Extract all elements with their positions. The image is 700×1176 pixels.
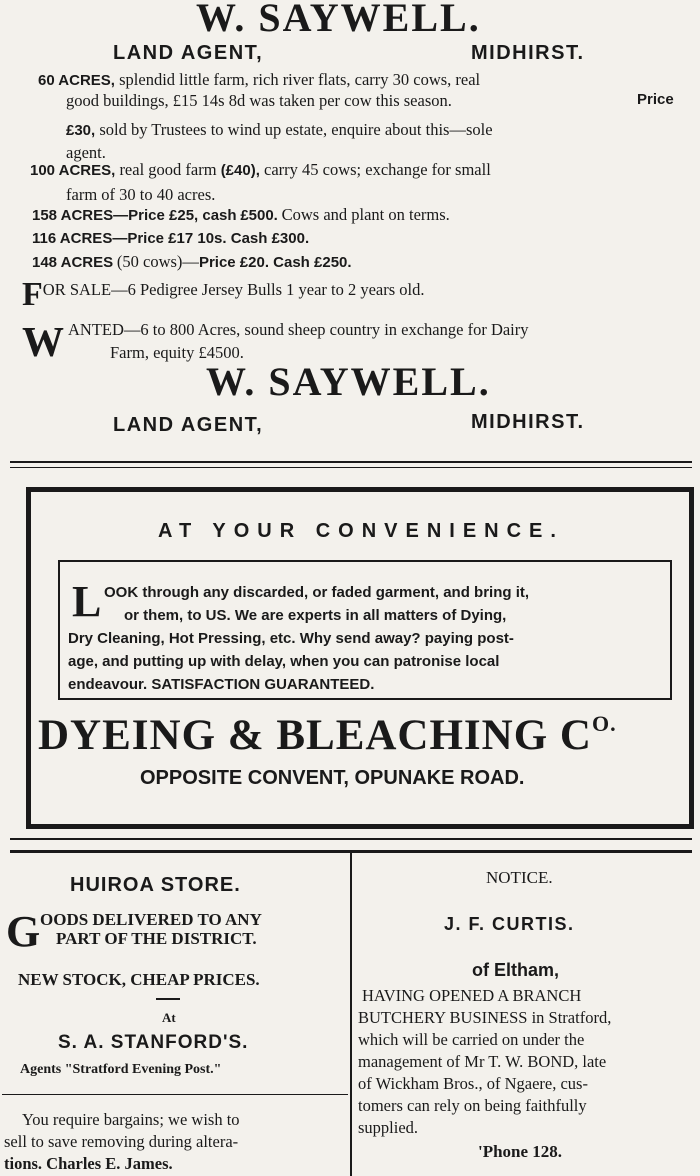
for-sale-label: OR SALE (42, 280, 112, 299)
notice-line4: management of Mr T. W. BOND, late (358, 1052, 607, 1071)
notice-line3: which will be carried on under the (358, 1030, 585, 1049)
listing-116-acres: 116 ACRES—Price £17 10s. Cash £300. (32, 230, 310, 247)
land-agent-bottom: LAND AGENT, (113, 414, 264, 436)
listing-158-acres-label: 158 ACRES—Price £25, cash (32, 207, 237, 224)
price-value: Price £20. Cash £250. (198, 254, 352, 271)
huiroa-new-stock: NEW STOCK, CHEAP PRICES. (18, 970, 260, 989)
listing-60-acres-line2 (66, 91, 452, 111)
column-rule (10, 467, 692, 468)
company-name-superscript: O. (591, 711, 617, 736)
box-border-left (26, 487, 31, 829)
price-value: (£40), (220, 162, 260, 179)
inner-border-left (58, 560, 60, 700)
listing-text: real good farm (119, 160, 217, 179)
listing-148-acres (32, 252, 352, 272)
listing-60-acres-line4: agent. (66, 143, 106, 162)
wanted-line2: Farm, equity £4500. (110, 343, 244, 362)
huiroa-goods-line2: PART OF THE DISTRICT. (56, 929, 257, 948)
listing-100-acres-label: 100 ACRES, (30, 162, 116, 179)
land-agent-top: LAND AGENT, (113, 42, 264, 64)
box-border-top (26, 487, 694, 492)
james-line3: tions. Charles E. James. (4, 1154, 173, 1173)
price-value: £30, (66, 122, 96, 139)
huiroa-at: At (162, 1010, 176, 1025)
midhirst-bottom: MIDHIRST. (471, 411, 585, 433)
drop-cap: W (22, 320, 64, 366)
listing-60-acres-line3 (66, 120, 493, 140)
company-name-text: DYEING & BLEACHING C (38, 712, 592, 759)
notice-line2: BUTCHERY BUSINESS in Stratford, (358, 1008, 612, 1027)
dyeing-address: OPPOSITE CONVENT, OPUNAKE ROAD. (140, 767, 525, 789)
box-border-right (689, 487, 694, 829)
box-border-bottom (26, 824, 694, 829)
huiroa-title: HUIROA STORE. (70, 874, 241, 896)
dyeing-company-name (38, 711, 617, 760)
column-divider (350, 853, 352, 1176)
column-rule (2, 1094, 348, 1095)
notice-heading: NOTICE. (486, 868, 553, 887)
huiroa-agents: Agents "Stratford Evening Post." (20, 1062, 222, 1077)
saywell-title-top: W. SAYWELL. (196, 0, 481, 40)
notice-line1: HAVING OPENED A BRANCH (362, 986, 582, 1005)
james-line2: sell to save removing during altera- (4, 1132, 239, 1151)
inner-border-top (58, 560, 672, 562)
listing-100-acres-line1 (30, 160, 491, 180)
for-sale-line (22, 278, 425, 312)
dyeing-body-line4: age, and putting up with delay, when you can patronise local (68, 653, 500, 670)
listing-60-acres-label: 60 ACRES, (38, 72, 115, 89)
notice-line6: tomers can rely on being faithfully (358, 1096, 587, 1115)
drop-cap: F (22, 276, 43, 313)
midhirst-top: MIDHIRST. (471, 42, 585, 64)
price-label: Price (637, 91, 674, 108)
dyeing-heading: AT YOUR CONVENIENCE. (158, 520, 564, 542)
james-line1: You require bargains; we wish to (22, 1110, 240, 1129)
wanted-line1: ANTED—6 to 800 Acres, sound sheep country in exchange for Dairy (68, 320, 529, 339)
drop-cap: G (6, 907, 41, 956)
listing-text: Cows and plant on terms. (281, 205, 450, 224)
notice-phone: 'Phone 128. (478, 1142, 563, 1161)
notice-line7: supplied. (358, 1118, 419, 1137)
inner-border-bottom (58, 698, 672, 700)
listing-148-acres-label: 148 ACRES (32, 254, 114, 271)
dyeing-body-line2: or them, to US. We are experts in all matters of Dying, (124, 607, 507, 624)
listing-100-acres-line2: farm of 30 to 40 acres. (66, 185, 216, 204)
listing-text: carry 45 cows; exchange for small (264, 160, 491, 179)
listing-60-acres-line1 (38, 70, 480, 90)
huiroa-goods-line1: OODS DELIVERED TO ANY (40, 910, 262, 929)
listing-158-acres (32, 205, 450, 225)
listing-text: sold by Trustees to wind up estate, enquire about this—sole (99, 120, 493, 139)
saywell-title-bottom: W. SAYWELL. (206, 359, 491, 404)
notice-place: of Eltham, (472, 960, 560, 980)
notice-line5: of Wickham Bros., of Ngaere, cus- (358, 1074, 588, 1093)
listing-60-acres-text: splendid little farm, rich river flats, carry 30 cows, real (119, 70, 481, 89)
dyeing-body-line5: endeavour. SATISFACTION GUARANTEED. (68, 676, 375, 693)
dyeing-body-line3: Dry Cleaning, Hot Pressing, etc. Why send away? paying post- (68, 630, 514, 647)
listing-text: (50 cows)— (116, 252, 199, 271)
notice-name: J. F. CURTIS. (444, 914, 575, 934)
column-rule (10, 461, 692, 463)
inner-border-right (670, 560, 672, 700)
column-rule (10, 838, 692, 840)
dyeing-body-line1: OOK through any discarded, or faded garment, and bring it, (104, 584, 530, 601)
short-rule (156, 998, 180, 1000)
drop-cap: L (72, 577, 102, 626)
for-sale-text: —6 Pedigree Jersey Bulls 1 year to 2 years old. (111, 280, 425, 299)
listing-text: good buildings, £15 14s 8d was taken per cow this season. (66, 91, 452, 110)
price-value: £500. (240, 207, 278, 224)
huiroa-stanford: S. A. STANFORD'S. (58, 1032, 249, 1053)
